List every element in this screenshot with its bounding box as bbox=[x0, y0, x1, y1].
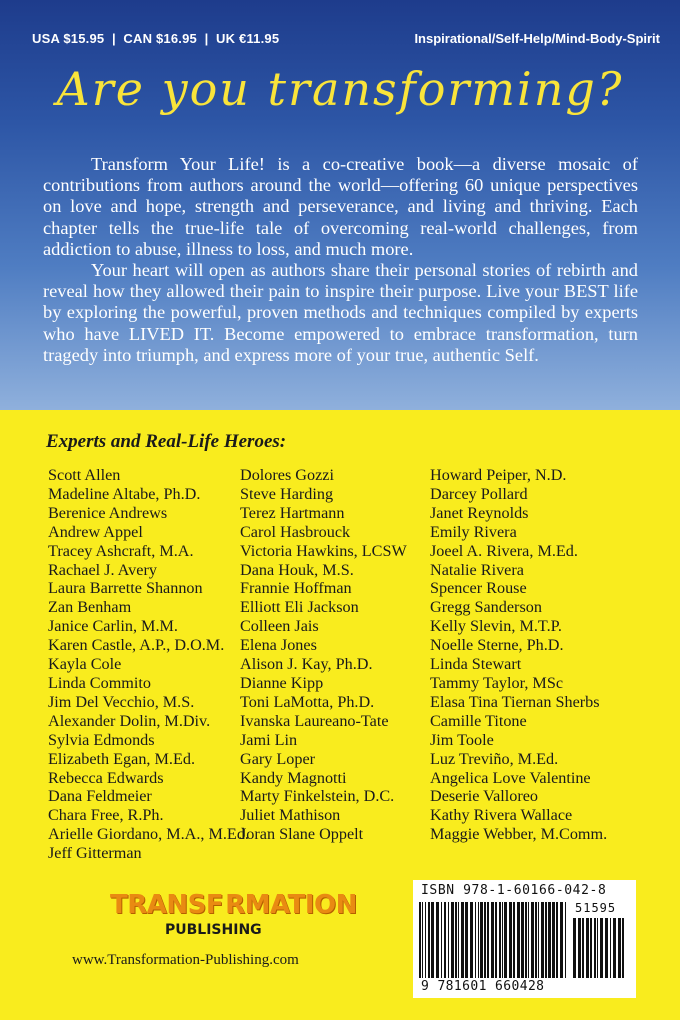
hero-name: Ivanska Laureano-Tate bbox=[240, 711, 389, 730]
hero-name: Gary Loper bbox=[240, 749, 316, 768]
heroes-title: Experts and Real-Life Heroes: bbox=[46, 431, 287, 452]
hero-name: Carol Hasbrouck bbox=[240, 522, 351, 541]
hero-name: Rebecca Edwards bbox=[48, 768, 164, 787]
barcode-bar bbox=[461, 902, 464, 978]
hero-name: Dana Feldmeier bbox=[48, 787, 152, 806]
barcode-bar bbox=[525, 902, 527, 978]
barcode-bar bbox=[618, 918, 621, 978]
hero-name: Juliet Mathison bbox=[240, 806, 341, 825]
barcode-bar bbox=[548, 902, 551, 978]
publisher-logo bbox=[110, 890, 357, 938]
hero-name: Deserie Valloreo bbox=[430, 787, 539, 806]
hero-name: Elasa Tina Tiernan Sherbs bbox=[430, 692, 600, 711]
barcode-bar bbox=[441, 902, 442, 978]
hero-name: Dolores Gozzi bbox=[240, 466, 334, 484]
hero-name: Luz Treviño, M.Ed. bbox=[430, 749, 559, 768]
hero-name: Sylvia Edmonds bbox=[48, 730, 155, 749]
barcode-bar bbox=[552, 902, 555, 978]
hero-name: Spencer Rouse bbox=[430, 579, 527, 598]
hero-name: Natalie Rivera bbox=[430, 560, 524, 579]
hero-name: Steve Harding bbox=[240, 484, 334, 503]
barcode-bar bbox=[531, 902, 534, 978]
hero-name: Zan Benham bbox=[48, 598, 132, 617]
hero-name: Janet Reynolds bbox=[430, 503, 529, 522]
barcode-bar bbox=[600, 918, 603, 978]
barcode-bar bbox=[541, 902, 544, 978]
hero-name: Joeel A. Rivera, M.Ed. bbox=[430, 541, 578, 560]
hero-name: Maggie Webber, M.Comm. bbox=[430, 825, 608, 844]
barcode-bar bbox=[560, 902, 563, 978]
barcode-bar bbox=[502, 902, 503, 978]
logo-subtitle: PUBLISHING bbox=[165, 922, 262, 938]
barcode-bar bbox=[613, 918, 616, 978]
barcode-bar bbox=[597, 918, 598, 978]
barcode-bar bbox=[513, 902, 515, 978]
hero-name: Dana Houk, M.S. bbox=[240, 560, 354, 579]
hero-name: Linda Stewart bbox=[430, 655, 522, 674]
barcode-bar bbox=[504, 902, 507, 978]
hero-name: Camille Titone bbox=[430, 711, 527, 730]
barcode-bar bbox=[495, 902, 497, 978]
hero-name: Elena Jones bbox=[240, 636, 317, 655]
barcode-bar bbox=[478, 902, 479, 978]
barcode-bar bbox=[444, 902, 446, 978]
hero-name: Kelly Slevin, M.T.P. bbox=[430, 617, 562, 636]
hero-name: Rachael J. Avery bbox=[48, 560, 157, 579]
hero-name: Elizabeth Egan, M.Ed. bbox=[48, 749, 195, 768]
logo-text-part1: TRANSF bbox=[110, 890, 224, 920]
hero-name: Alexander Dolin, M.Div. bbox=[48, 711, 211, 730]
barcode-bar bbox=[419, 902, 421, 978]
hero-name: Berenice Andrews bbox=[48, 503, 168, 522]
hero-name: Dianne Kipp bbox=[240, 673, 324, 692]
hero-name: Karen Castle, A.P., D.O.M. bbox=[48, 636, 225, 655]
hero-name: Darcey Pollard bbox=[430, 484, 528, 503]
hero-name: Jami Lin bbox=[240, 730, 298, 749]
ean-digits: 9 781601 660428 bbox=[421, 979, 545, 994]
barcode-bar bbox=[455, 902, 457, 978]
isbn-label: ISBN 978-1-60166-042-8 bbox=[421, 883, 607, 898]
addon-code: 51595 bbox=[575, 901, 617, 915]
barcode-bar bbox=[458, 902, 459, 978]
hero-name: Toni LaMotta, Ph.D. bbox=[240, 692, 375, 711]
barcode-bar bbox=[475, 902, 476, 978]
barcode-bar bbox=[470, 902, 473, 978]
barcode-bar bbox=[565, 902, 566, 978]
hero-name: Jim Del Vecchio, M.S. bbox=[48, 692, 195, 711]
hero-name: Frannie Hoffman bbox=[240, 579, 352, 598]
headline: Are you transforming? bbox=[56, 62, 624, 116]
barcode-bar bbox=[491, 902, 494, 978]
barcode-bar bbox=[517, 902, 520, 978]
hero-name: Marty Finkelstein, D.C. bbox=[240, 787, 395, 806]
barcode-bar bbox=[528, 902, 529, 978]
barcode-bar bbox=[436, 902, 439, 978]
barcode-bar bbox=[480, 902, 483, 978]
category-label: Inspirational/Self-Help/Mind-Body-Spirit bbox=[414, 31, 660, 46]
hero-name: Angelica Love Valentine bbox=[430, 768, 591, 787]
barcode-bar bbox=[610, 918, 611, 978]
isbn-barcode bbox=[413, 880, 636, 998]
barcode-bar bbox=[451, 902, 454, 978]
barcode-bar bbox=[586, 918, 589, 978]
addon-barcode-bars bbox=[573, 918, 629, 980]
barcode-bar bbox=[535, 902, 537, 978]
hero-name: Kandy Magnotti bbox=[240, 768, 347, 787]
barcode-bars bbox=[419, 902, 569, 980]
barcode-bar bbox=[538, 902, 539, 978]
hero-name: Tracey Ashcraft, M.A. bbox=[48, 541, 194, 560]
hero-name: Janice Carlin, M.M. bbox=[48, 617, 178, 636]
hero-name: Chara Free, R.Ph. bbox=[48, 806, 164, 825]
barcode-bar bbox=[590, 918, 592, 978]
hero-name: Noelle Sterne, Ph.D. bbox=[430, 636, 564, 655]
hero-name: Scott Allen bbox=[48, 466, 121, 484]
hero-name: Alison J. Kay, Ph.D. bbox=[240, 655, 373, 674]
logo-text-part2: RMATION bbox=[225, 890, 357, 920]
hero-name: Kathy Rivera Wallace bbox=[430, 806, 573, 825]
barcode-bar bbox=[582, 918, 584, 978]
hero-name: Linda Commito bbox=[48, 673, 151, 692]
barcode-bar bbox=[484, 902, 486, 978]
hero-name: Kayla Cole bbox=[48, 655, 122, 674]
heroes-column-3 bbox=[430, 466, 607, 844]
barcode-bar bbox=[499, 902, 501, 978]
barcode-bar bbox=[509, 902, 512, 978]
heroes-column-1 bbox=[48, 466, 249, 863]
publisher-website: www.Transformation-Publishing.com bbox=[72, 952, 299, 968]
barcode-bar bbox=[545, 902, 547, 978]
hero-name: Colleen Jais bbox=[240, 617, 319, 636]
logo-wordmark bbox=[110, 890, 357, 920]
hero-name: Laura Barrette Shannon bbox=[48, 579, 203, 598]
hero-name: Andrew Appel bbox=[48, 522, 143, 541]
barcode-bar bbox=[487, 902, 489, 978]
price-list: USA $15.95 | CAN $16.95 | UK €11.95 bbox=[32, 31, 280, 46]
barcode-bar bbox=[573, 918, 576, 978]
barcode-bar bbox=[422, 902, 423, 978]
barcode-bar bbox=[428, 902, 430, 978]
barcode-bar bbox=[594, 918, 596, 978]
barcode-bar bbox=[431, 902, 434, 978]
barcode-bar bbox=[578, 918, 581, 978]
hero-name: Madeline Altabe, Ph.D. bbox=[48, 484, 201, 503]
barcode-bar bbox=[465, 902, 468, 978]
barcode-bar bbox=[448, 902, 449, 978]
hero-name: Howard Peiper, N.D. bbox=[430, 466, 567, 484]
barcode-bar bbox=[521, 902, 524, 978]
hero-name: Joran Slane Oppelt bbox=[240, 825, 364, 844]
hero-name: Tammy Taylor, MSc bbox=[430, 673, 564, 692]
barcode-bar bbox=[425, 902, 426, 978]
hero-name: Jeff Gitterman bbox=[48, 844, 142, 863]
hero-name: Gregg Sanderson bbox=[430, 598, 542, 617]
heroes-column-2 bbox=[240, 466, 407, 844]
hero-name: Victoria Hawkins, LCSW bbox=[240, 541, 407, 560]
barcode-bar bbox=[622, 918, 624, 978]
blurb-paragraph-2: Your heart will open as authors share their personal stories of rebirth and reveal how they allowed their pain to inspire their purpose. Live your BEST life by exploring the powerful, proven methods and techniques compiled by experts who have LIVED IT. Become empowered to embrace transformation, turn tragedy into triumph, and express more of your true, authentic Self. bbox=[43, 260, 638, 365]
hero-name: Emily Rivera bbox=[430, 522, 517, 541]
blurb bbox=[43, 154, 638, 366]
hero-name: Jim Toole bbox=[430, 730, 494, 749]
hero-name: Elliott Eli Jackson bbox=[240, 598, 359, 617]
hero-name: Arielle Giordano, M.A., M.Ed. bbox=[48, 825, 249, 844]
hero-name: Terez Hartmann bbox=[240, 503, 345, 522]
blurb-paragraph-1: Transform Your Life! is a co-creative book—a diverse mosaic of contributions from authors around the world—offering 60 unique perspectives on love and hope, strength and perseverance, and living and thriving. Each chapter tells the true-life tale of overcoming real-world challenges, from addiction to abuse, illness to loss, and much more. bbox=[43, 154, 638, 259]
barcode-bar bbox=[605, 918, 608, 978]
barcode-bar bbox=[556, 902, 558, 978]
